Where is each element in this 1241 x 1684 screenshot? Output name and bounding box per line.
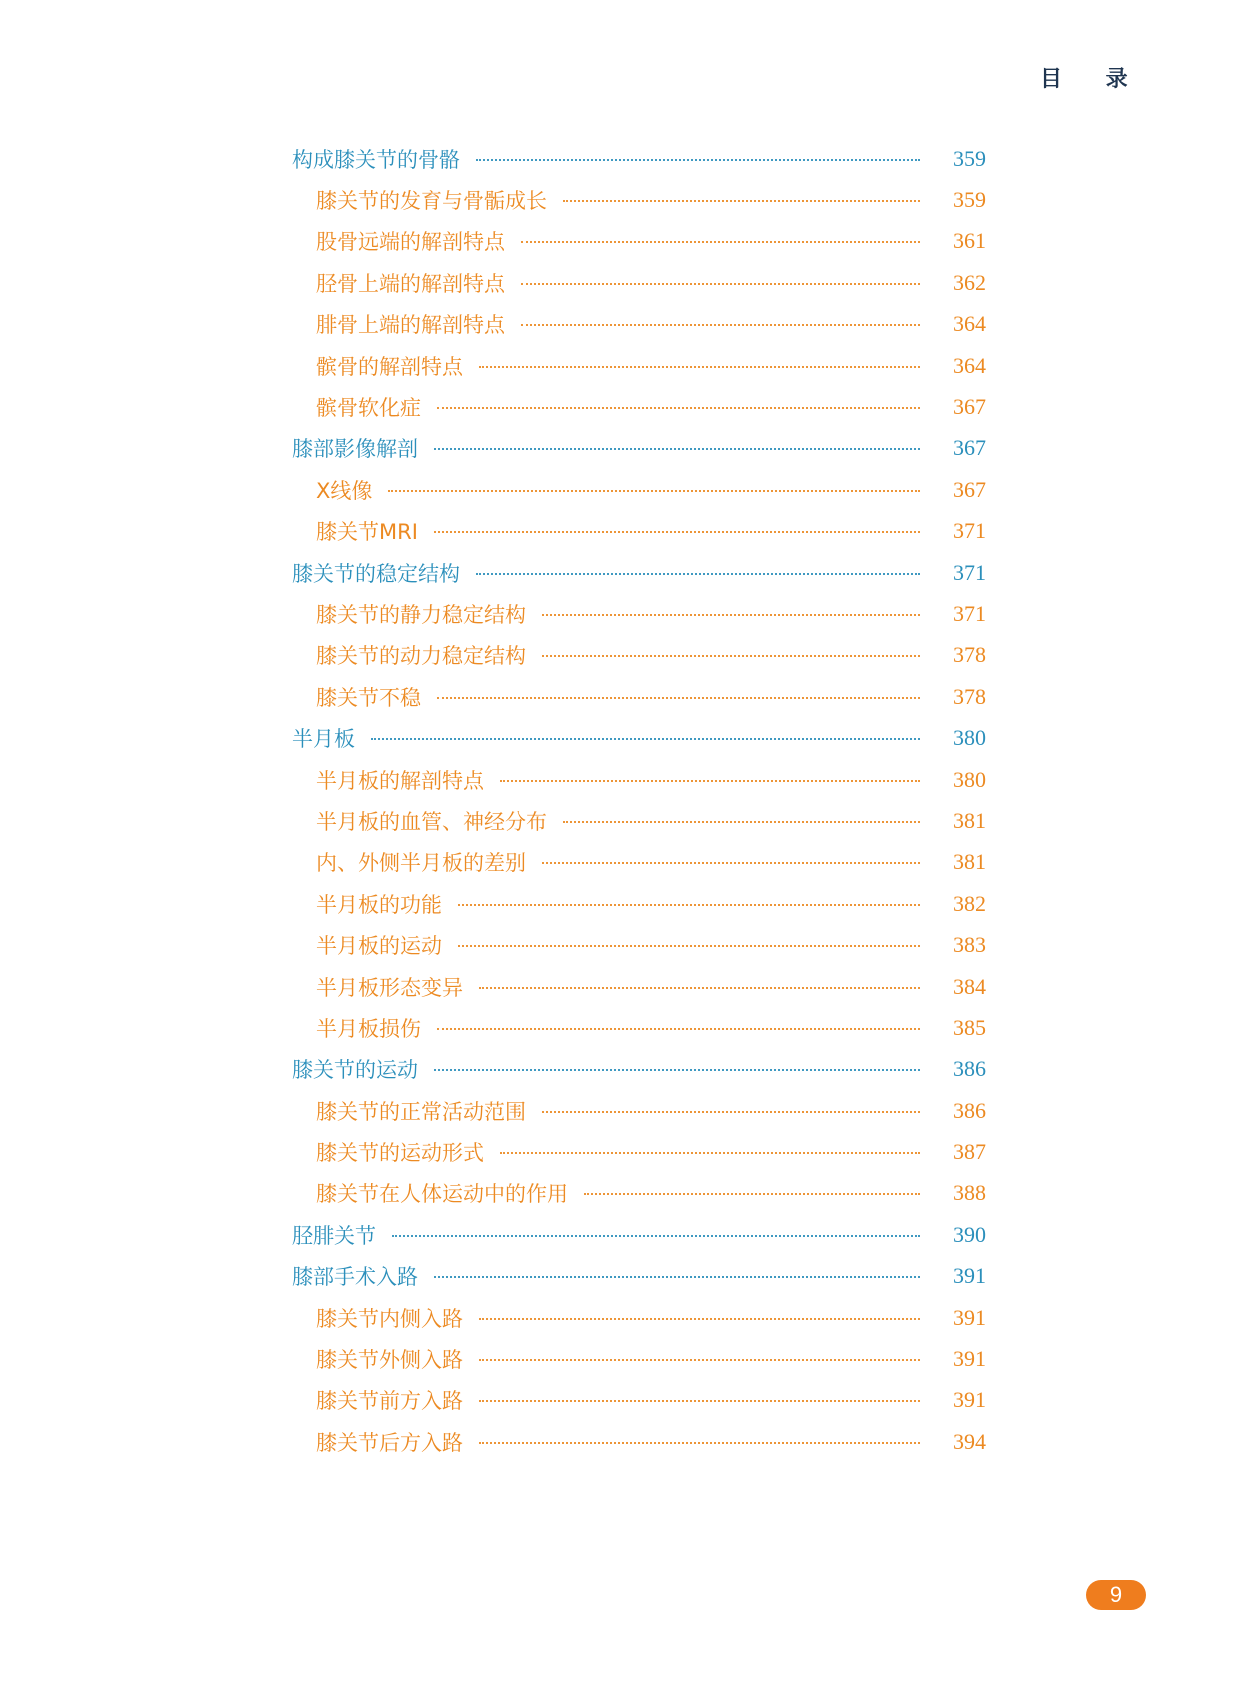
dot-leader: [542, 1111, 920, 1113]
dot-leader: [458, 904, 920, 906]
dot-leader: [521, 283, 920, 285]
toc-entry[interactable]: [292, 304, 986, 345]
table-of-contents: [292, 138, 986, 1463]
dot-leader: [434, 1069, 920, 1071]
toc-entry-title: 胫骨上端的解剖特点: [316, 268, 521, 298]
dot-leader: [434, 448, 920, 450]
toc-entry[interactable]: [292, 552, 986, 593]
toc-entry[interactable]: [292, 1214, 986, 1255]
dot-leader: [476, 159, 920, 161]
toc-entry-title: 半月板形态变异: [316, 972, 479, 1002]
toc-entry-title: 膝关节不稳: [316, 682, 437, 712]
toc-entry[interactable]: [292, 1173, 986, 1214]
dot-leader: [479, 1400, 920, 1402]
toc-entry-title: 半月板: [292, 723, 371, 753]
toc-entry-title: 膝关节的正常活动范围: [316, 1096, 542, 1126]
toc-entry-page: 367: [953, 394, 986, 420]
toc-entry-title: 半月板的解剖特点: [316, 765, 500, 795]
dot-leader: [500, 1152, 920, 1154]
dot-leader: [476, 573, 920, 575]
toc-entry-page: 386: [953, 1056, 986, 1082]
toc-entry[interactable]: [292, 1049, 986, 1090]
toc-entry[interactable]: [292, 1338, 986, 1379]
toc-entry-page: 390: [953, 1221, 986, 1247]
toc-entry-page: 378: [953, 683, 986, 709]
toc-entry[interactable]: [292, 1256, 986, 1297]
toc-entry-page: 380: [953, 725, 986, 751]
toc-entry-title: 腓骨上端的解剖特点: [316, 309, 521, 339]
toc-entry-page: 386: [953, 1097, 986, 1123]
toc-entry[interactable]: [292, 511, 986, 552]
toc-entry-title: 髌骨的解剖特点: [316, 351, 479, 381]
dot-leader: [392, 1235, 920, 1237]
toc-entry-title: 半月板的功能: [316, 889, 458, 919]
toc-entry-title: 膝关节的发育与骨骺成长: [316, 185, 563, 215]
toc-entry-title: 膝关节外侧入路: [316, 1344, 479, 1374]
toc-entry-title: 膝关节前方入路: [316, 1385, 479, 1415]
toc-entry[interactable]: [292, 221, 986, 262]
toc-entry-page: 359: [953, 187, 986, 213]
toc-entry-title: 髌骨软化症: [316, 392, 437, 422]
toc-entry[interactable]: [292, 1131, 986, 1172]
dot-leader: [479, 366, 920, 368]
toc-entry[interactable]: [292, 883, 986, 924]
toc-entry-page: 391: [953, 1387, 986, 1413]
dot-leader: [437, 407, 920, 409]
toc-entry-title: 膝关节在人体运动中的作用: [316, 1178, 584, 1208]
toc-entry[interactable]: [292, 1421, 986, 1462]
dot-leader: [500, 780, 920, 782]
dot-leader: [458, 945, 920, 947]
dot-leader: [371, 738, 920, 740]
dot-leader: [521, 241, 920, 243]
toc-entry-title: X线像: [316, 475, 388, 505]
toc-entry-title: 股骨远端的解剖特点: [316, 226, 521, 256]
toc-entry[interactable]: [292, 262, 986, 303]
toc-entry-page: 371: [953, 559, 986, 585]
dot-leader: [542, 655, 920, 657]
toc-entry-title: 半月板的运动: [316, 930, 458, 960]
toc-entry-title: 膝关节的动力稳定结构: [316, 640, 542, 670]
toc-entry[interactable]: [292, 386, 986, 427]
toc-entry-title: 膝部影像解剖: [292, 433, 434, 463]
toc-entry-page: 381: [953, 807, 986, 833]
toc-entry-page: 394: [953, 1428, 986, 1454]
toc-entry[interactable]: [292, 1090, 986, 1131]
dot-leader: [563, 200, 920, 202]
toc-entry-title: 膝关节的运动形式: [316, 1137, 500, 1167]
toc-entry[interactable]: [292, 345, 986, 386]
toc-entry-title: 膝关节的稳定结构: [292, 558, 476, 588]
toc-entry[interactable]: [292, 1380, 986, 1421]
toc-entry-page: 383: [953, 932, 986, 958]
toc-entry[interactable]: [292, 138, 986, 179]
dot-leader: [479, 1318, 920, 1320]
toc-entry-page: 391: [953, 1304, 986, 1330]
toc-entry-page: 364: [953, 352, 986, 378]
toc-entry-title: 膝关节的运动: [292, 1054, 434, 1084]
toc-entry[interactable]: [292, 717, 986, 758]
page-number-badge: 9: [1086, 1580, 1146, 1610]
dot-leader: [388, 490, 920, 492]
dot-leader: [563, 821, 920, 823]
toc-entry[interactable]: [292, 1007, 986, 1048]
toc-entry-page: 367: [953, 476, 986, 502]
toc-entry-title: 膝关节后方入路: [316, 1427, 479, 1457]
dot-leader: [479, 1442, 920, 1444]
dot-leader: [584, 1193, 920, 1195]
toc-entry-title: 膝关节内侧入路: [316, 1303, 479, 1333]
toc-entry[interactable]: [292, 1297, 986, 1338]
toc-entry-page: 378: [953, 642, 986, 668]
toc-entry-page: 367: [953, 435, 986, 461]
toc-entry[interactable]: [292, 469, 986, 510]
toc-entry[interactable]: [292, 676, 986, 717]
toc-entry-page: 364: [953, 311, 986, 337]
toc-entry-title: 膝关节的静力稳定结构: [316, 599, 542, 629]
toc-entry-page: 391: [953, 1346, 986, 1372]
dot-leader: [434, 531, 920, 533]
toc-entry-page: 371: [953, 518, 986, 544]
toc-entry[interactable]: [292, 759, 986, 800]
toc-entry-title: 膝关节MRI: [316, 516, 434, 546]
toc-entry-title: 构成膝关节的骨骼: [292, 144, 476, 174]
dot-leader: [437, 697, 920, 699]
dot-leader: [521, 324, 920, 326]
dot-leader: [434, 1276, 920, 1278]
toc-entry-page: 385: [953, 1014, 986, 1040]
toc-entry-page: 382: [953, 890, 986, 916]
toc-entry[interactable]: [292, 842, 986, 883]
toc-entry-page: 359: [953, 145, 986, 171]
toc-entry-page: 361: [953, 228, 986, 254]
toc-entry[interactable]: [292, 179, 986, 220]
toc-entry-page: 387: [953, 1139, 986, 1165]
toc-entry[interactable]: [292, 593, 986, 634]
toc-entry[interactable]: [292, 924, 986, 965]
toc-entry-title: 内、外侧半月板的差别: [316, 847, 542, 877]
dot-leader: [479, 987, 920, 989]
toc-entry-title: 胫腓关节: [292, 1220, 392, 1250]
toc-entry[interactable]: [292, 635, 986, 676]
toc-entry-page: 371: [953, 600, 986, 626]
toc-entry-title: 膝部手术入路: [292, 1261, 434, 1291]
toc-entry-title: 半月板损伤: [316, 1013, 437, 1043]
toc-entry[interactable]: [292, 428, 986, 469]
toc-entry-page: 380: [953, 766, 986, 792]
toc-entry[interactable]: [292, 800, 986, 841]
toc-entry-page: 362: [953, 269, 986, 295]
toc-entry-title: 半月板的血管、神经分布: [316, 806, 563, 836]
page-header-title: 目 录: [1040, 66, 1146, 92]
dot-leader: [479, 1359, 920, 1361]
dot-leader: [437, 1028, 920, 1030]
dot-leader: [542, 862, 920, 864]
toc-entry[interactable]: [292, 966, 986, 1007]
toc-entry-page: 391: [953, 1263, 986, 1289]
toc-entry-page: 388: [953, 1180, 986, 1206]
dot-leader: [542, 614, 920, 616]
toc-entry-page: 381: [953, 849, 986, 875]
toc-entry-page: 384: [953, 973, 986, 999]
